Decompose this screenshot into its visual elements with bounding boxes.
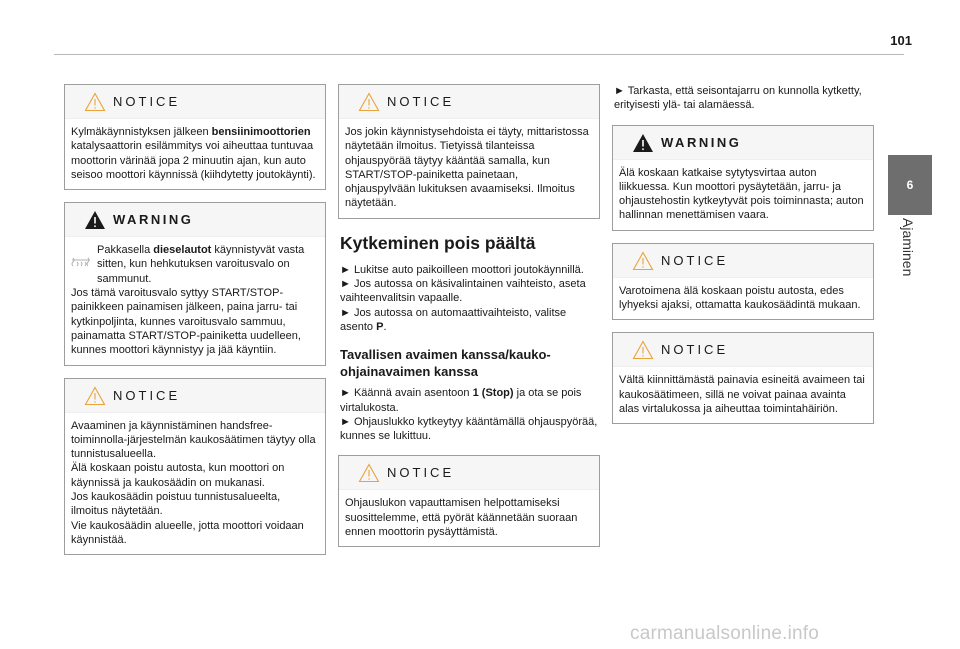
- notice-box: [612, 332, 874, 424]
- page-number: 101: [890, 33, 912, 48]
- notice-body: [339, 490, 599, 546]
- step-item: ► Lukitse auto paikoilleen moottori joutokäynnillä.: [340, 263, 584, 276]
- step-text: ► Jos autossa on automaattivaihteisto, valitse asento: [340, 306, 567, 333]
- step-item: [340, 386, 600, 415]
- warning-bold: dieselautot: [153, 244, 212, 257]
- notice-body: [339, 119, 599, 218]
- warning-header: [613, 126, 873, 160]
- step-text: ja ota se pois virtalukosta.: [340, 387, 582, 414]
- warning-title: WARNING: [113, 212, 194, 228]
- step-item: [340, 306, 600, 335]
- notice-title: NOTICE: [113, 94, 181, 109]
- notice-body: [613, 278, 873, 320]
- warning-text: Älä koskaan katkaise sytytysvirtaa auton liikkuessa. Kun moottori pysäytetään, jarru- ja ohjaustehostin kytkeytyvät pois toiminnasta; auton hallinnan menettämisen vaara.: [619, 166, 864, 222]
- caution-triangle-outline-icon: [632, 340, 654, 360]
- notice-title: NOTICE: [661, 252, 729, 268]
- caution-triangle-filled-icon: [84, 210, 106, 230]
- step-item: ► Ohjauslukko kytkeytyy kääntämällä ohjauspyörää, kunnes se lukittuu.: [340, 415, 598, 443]
- notice-text: Vie kaukosäädin alueelle, jotta moottori voidaan käynnistää.: [71, 519, 304, 546]
- top-rule: [54, 54, 904, 55]
- step-item: ► Jos autossa on käsivalintainen vaihteisto, aseta vaihteenvalitsin vapaalle.: [340, 278, 586, 305]
- notice-text: Varotoimena älä koskaan poistu autosta, edes lyhyeksi ajaksi, ottamatta kaukosäädintä mukaan.: [619, 284, 861, 312]
- notice-body: [65, 119, 325, 189]
- notice-title: NOTICE: [387, 465, 455, 481]
- notice-header: [613, 333, 873, 367]
- notice-text: Älä koskaan poistu autosta, kun moottori on käynnissä ja kaukosäädin on mukanasi.: [71, 462, 285, 489]
- notice-text: Ohjauslukon vapauttamisen helpottamiseksi suosittelemme, että pyörät käännetään suoraan ennen moottorin pysäyttämistä.: [345, 497, 578, 539]
- notice-box: [612, 243, 874, 321]
- step-list: [340, 386, 600, 443]
- warning-title: WARNING: [661, 134, 742, 150]
- warning-body: [65, 237, 325, 364]
- step-list: [340, 263, 600, 334]
- notice-box: [64, 378, 326, 556]
- caution-triangle-outline-icon: [632, 251, 654, 271]
- step-text: ► Käännä avain asentoon: [340, 387, 473, 400]
- notice-header: [613, 244, 873, 278]
- notice-title: NOTICE: [661, 342, 729, 358]
- warning-box: [64, 202, 326, 365]
- notice-body: [613, 367, 873, 423]
- chapter-label: Ajaminen: [900, 218, 916, 277]
- notice-text: Kylmäkäynnistyksen jälkeen: [71, 126, 212, 138]
- notice-bold: bensiinimoottorien: [211, 126, 311, 138]
- caution-triangle-outline-icon: [84, 386, 106, 406]
- step-bold: 1 (Stop): [472, 387, 514, 400]
- step-item: ► Tarkasta, että seisontajarru on kunnolla kytketty, erityisesti ylä- tai alamäessä.: [614, 85, 862, 112]
- notice-title: NOTICE: [113, 387, 181, 403]
- step-text: .: [383, 320, 387, 333]
- notice-body: [65, 413, 325, 555]
- watermark-text: carmanualsonline.info: [630, 623, 820, 644]
- notice-header: [339, 456, 599, 490]
- notice-box: [64, 84, 326, 190]
- column-middle: [338, 84, 600, 559]
- notice-text: katalysaattorin esilämmitys voi aiheuttaa tuntuvaa moottorin värinää jopa 2 minuutin ajan, kun auto seisoo moottori käynnissä (kiihdytetty joutokäynti).: [71, 140, 316, 181]
- notice-box: [338, 84, 600, 219]
- section-title: Kytkeminen pois päältä: [340, 232, 536, 253]
- subsection-title: Tavallisen avaimen kanssa/kauko-ohjainavaimen kanssa: [340, 347, 551, 380]
- step-list: [614, 84, 874, 113]
- warning-text: Jos tämä varoitusvalo syttyy START/STOP-painikkeen painamisen jälkeen, paina jarru- tai kytkinpoljinta, kunnes varoitusvalo sammuu, painamatta START/STOP-painiketta uudelleen, kunnes moottori käynnistyy ja jää käyntiin.: [71, 287, 301, 357]
- warning-header: [65, 203, 325, 237]
- caution-triangle-outline-icon: [358, 463, 380, 483]
- column-left: [64, 84, 326, 567]
- warning-box: [612, 125, 874, 231]
- chapter-tab[interactable]: 6: [888, 155, 932, 215]
- caution-triangle-filled-icon: [632, 133, 654, 153]
- step-bold: P: [376, 320, 384, 333]
- warning-text: Pakkasella: [97, 244, 154, 257]
- column-right: [612, 84, 874, 436]
- notice-text: Jos jokin käynnistysehdoista ei täyty, mittaristossa näytetään ilmoitus. Tietyissä tilanteissa ohjauspyörää täytyy kääntää samalla, kun START/STOP-painiketta painetaan, ohjauspylvään lukituksen avaamiseksi. Ilmoitus näytetään.: [345, 126, 589, 210]
- notice-title: NOTICE: [387, 94, 455, 109]
- notice-box: [338, 455, 600, 547]
- warning-body: [613, 160, 873, 230]
- notice-header: [339, 85, 599, 119]
- warning-text: käynnistyvät vasta sitten, kun hehkutuksen varoitusvalo on sammunut.: [97, 244, 305, 285]
- notice-header: [65, 379, 325, 413]
- notice-text: Avaaminen ja käynnistäminen handsfree-toiminnolla-järjestelmän kaukosäätimen täytyy olla tunnistusalueella.: [71, 419, 316, 461]
- notice-text: Jos kaukosäädin poistuu tunnistusalueelta, ilmoitus näytetään.: [71, 491, 281, 518]
- caution-triangle-outline-icon: [358, 92, 380, 112]
- caution-triangle-outline-icon: [84, 92, 106, 112]
- notice-header: [65, 85, 325, 119]
- glow-plug-icon: [71, 243, 97, 271]
- notice-text: Vältä kiinnittämästä painavia esineitä avaimeen tai kaukosäätimeen, sillä ne voivat painaa avainta alas virtalukossa ja aiheuttaa toimintahäiriön.: [619, 374, 865, 415]
